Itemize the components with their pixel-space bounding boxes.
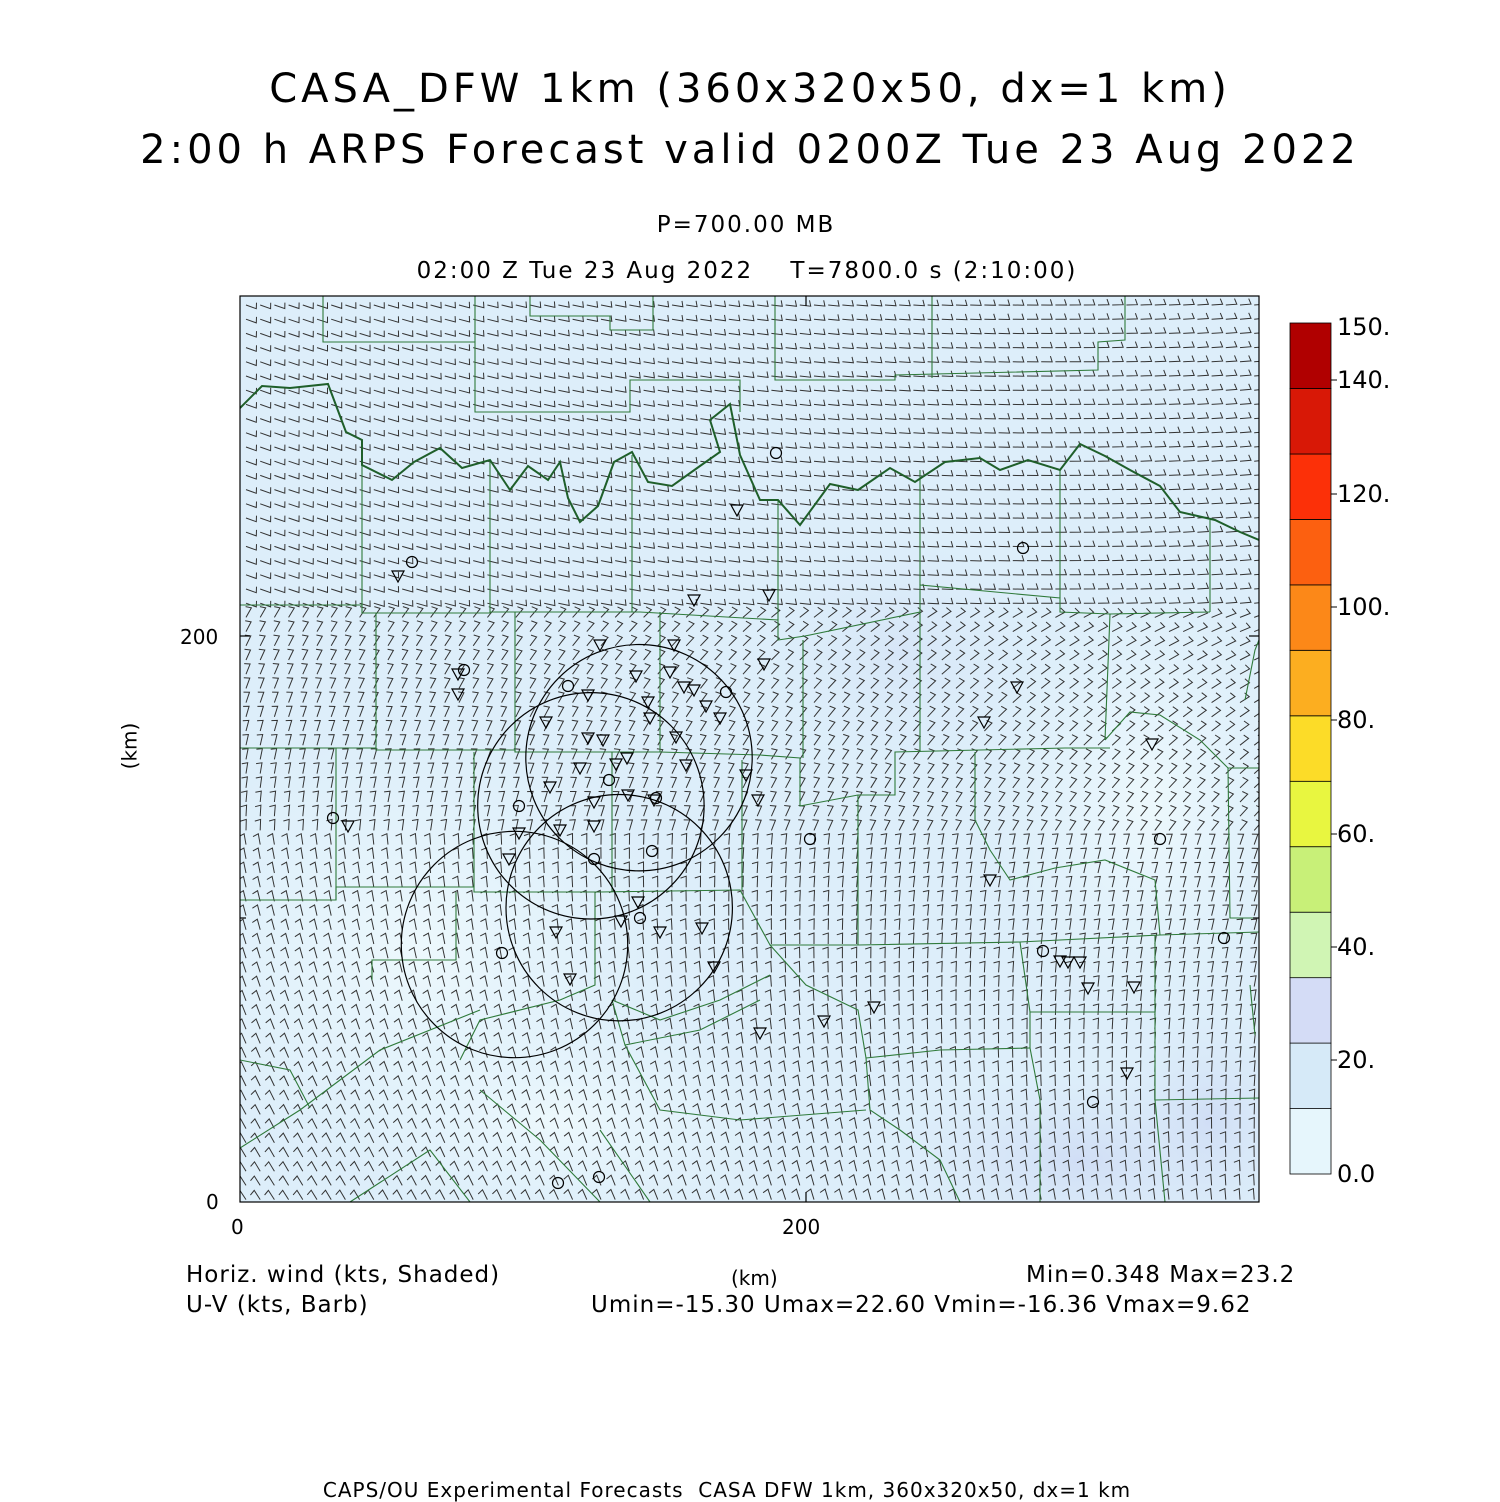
colorbar-label-100: 100. [1337,593,1391,621]
pressure-level: P=700.00 MB [656,212,836,238]
colorbar-cell [1290,978,1331,1044]
x-axis-label: (km) [731,1266,778,1290]
y-axis-label: (km) [117,722,142,770]
colorbar-cell [1290,519,1331,585]
colorbar [1290,323,1337,1174]
colorbar-cell [1290,716,1331,782]
colorbar-cell [1290,454,1331,520]
chart-title-line-2: 2:00 h ARPS Forecast valid 0200Z Tue 23 Aug 2022 [140,127,1360,173]
colorbar-label-120: 120. [1337,480,1391,508]
colorbar-cell [1290,389,1331,455]
x-tick-label-0: 0 [231,1215,244,1239]
colorbar-cell [1290,1109,1331,1175]
legend-uv-stats: Umin=-15.30 Umax=22.60 Vmin=-16.36 Vmax=9.62 [591,1292,1252,1318]
legend-vectors: U-V (kts, Barb) [186,1292,369,1318]
y-tick-label-200: 200 [180,625,219,649]
chart-title-line-1: CASA_DFW 1km (360x320x50, dx=1 km) [269,66,1231,112]
colorbar-label-0: 0.0 [1337,1160,1376,1188]
colorbar-cell [1290,781,1331,847]
colorbar-cell [1290,847,1331,913]
colorbar-cell [1290,912,1331,978]
colorbar-cell [1290,1043,1331,1109]
colorbar-label-150: 150. [1337,313,1391,341]
colorbar-cell [1290,323,1331,389]
colorbar-cell [1290,585,1331,651]
colorbar-label-60: 60. [1337,820,1376,848]
colorbar-label-20: 20. [1337,1046,1376,1074]
colorbar-label-140: 140. [1337,366,1391,394]
colorbar-cell [1290,650,1331,716]
valid-time: 02:00 Z Tue 23 Aug 2022 T=7800.0 s (2:10:00) [416,258,1078,284]
x-tick-label-200: 200 [782,1215,821,1239]
colorbar-label-80: 80. [1337,706,1376,734]
legend-minmax: Min=0.348 Max=23.2 [1026,1262,1296,1288]
colorbar-label-40: 40. [1337,933,1376,961]
footer-credit: CAPS/OU Experimental Forecasts CASA DFW 1km, 360x320x50, dx=1 km [322,1478,1132,1502]
y-tick-label-0: 0 [206,1190,219,1214]
legend-field: Horiz. wind (kts, Shaded) [186,1262,501,1288]
